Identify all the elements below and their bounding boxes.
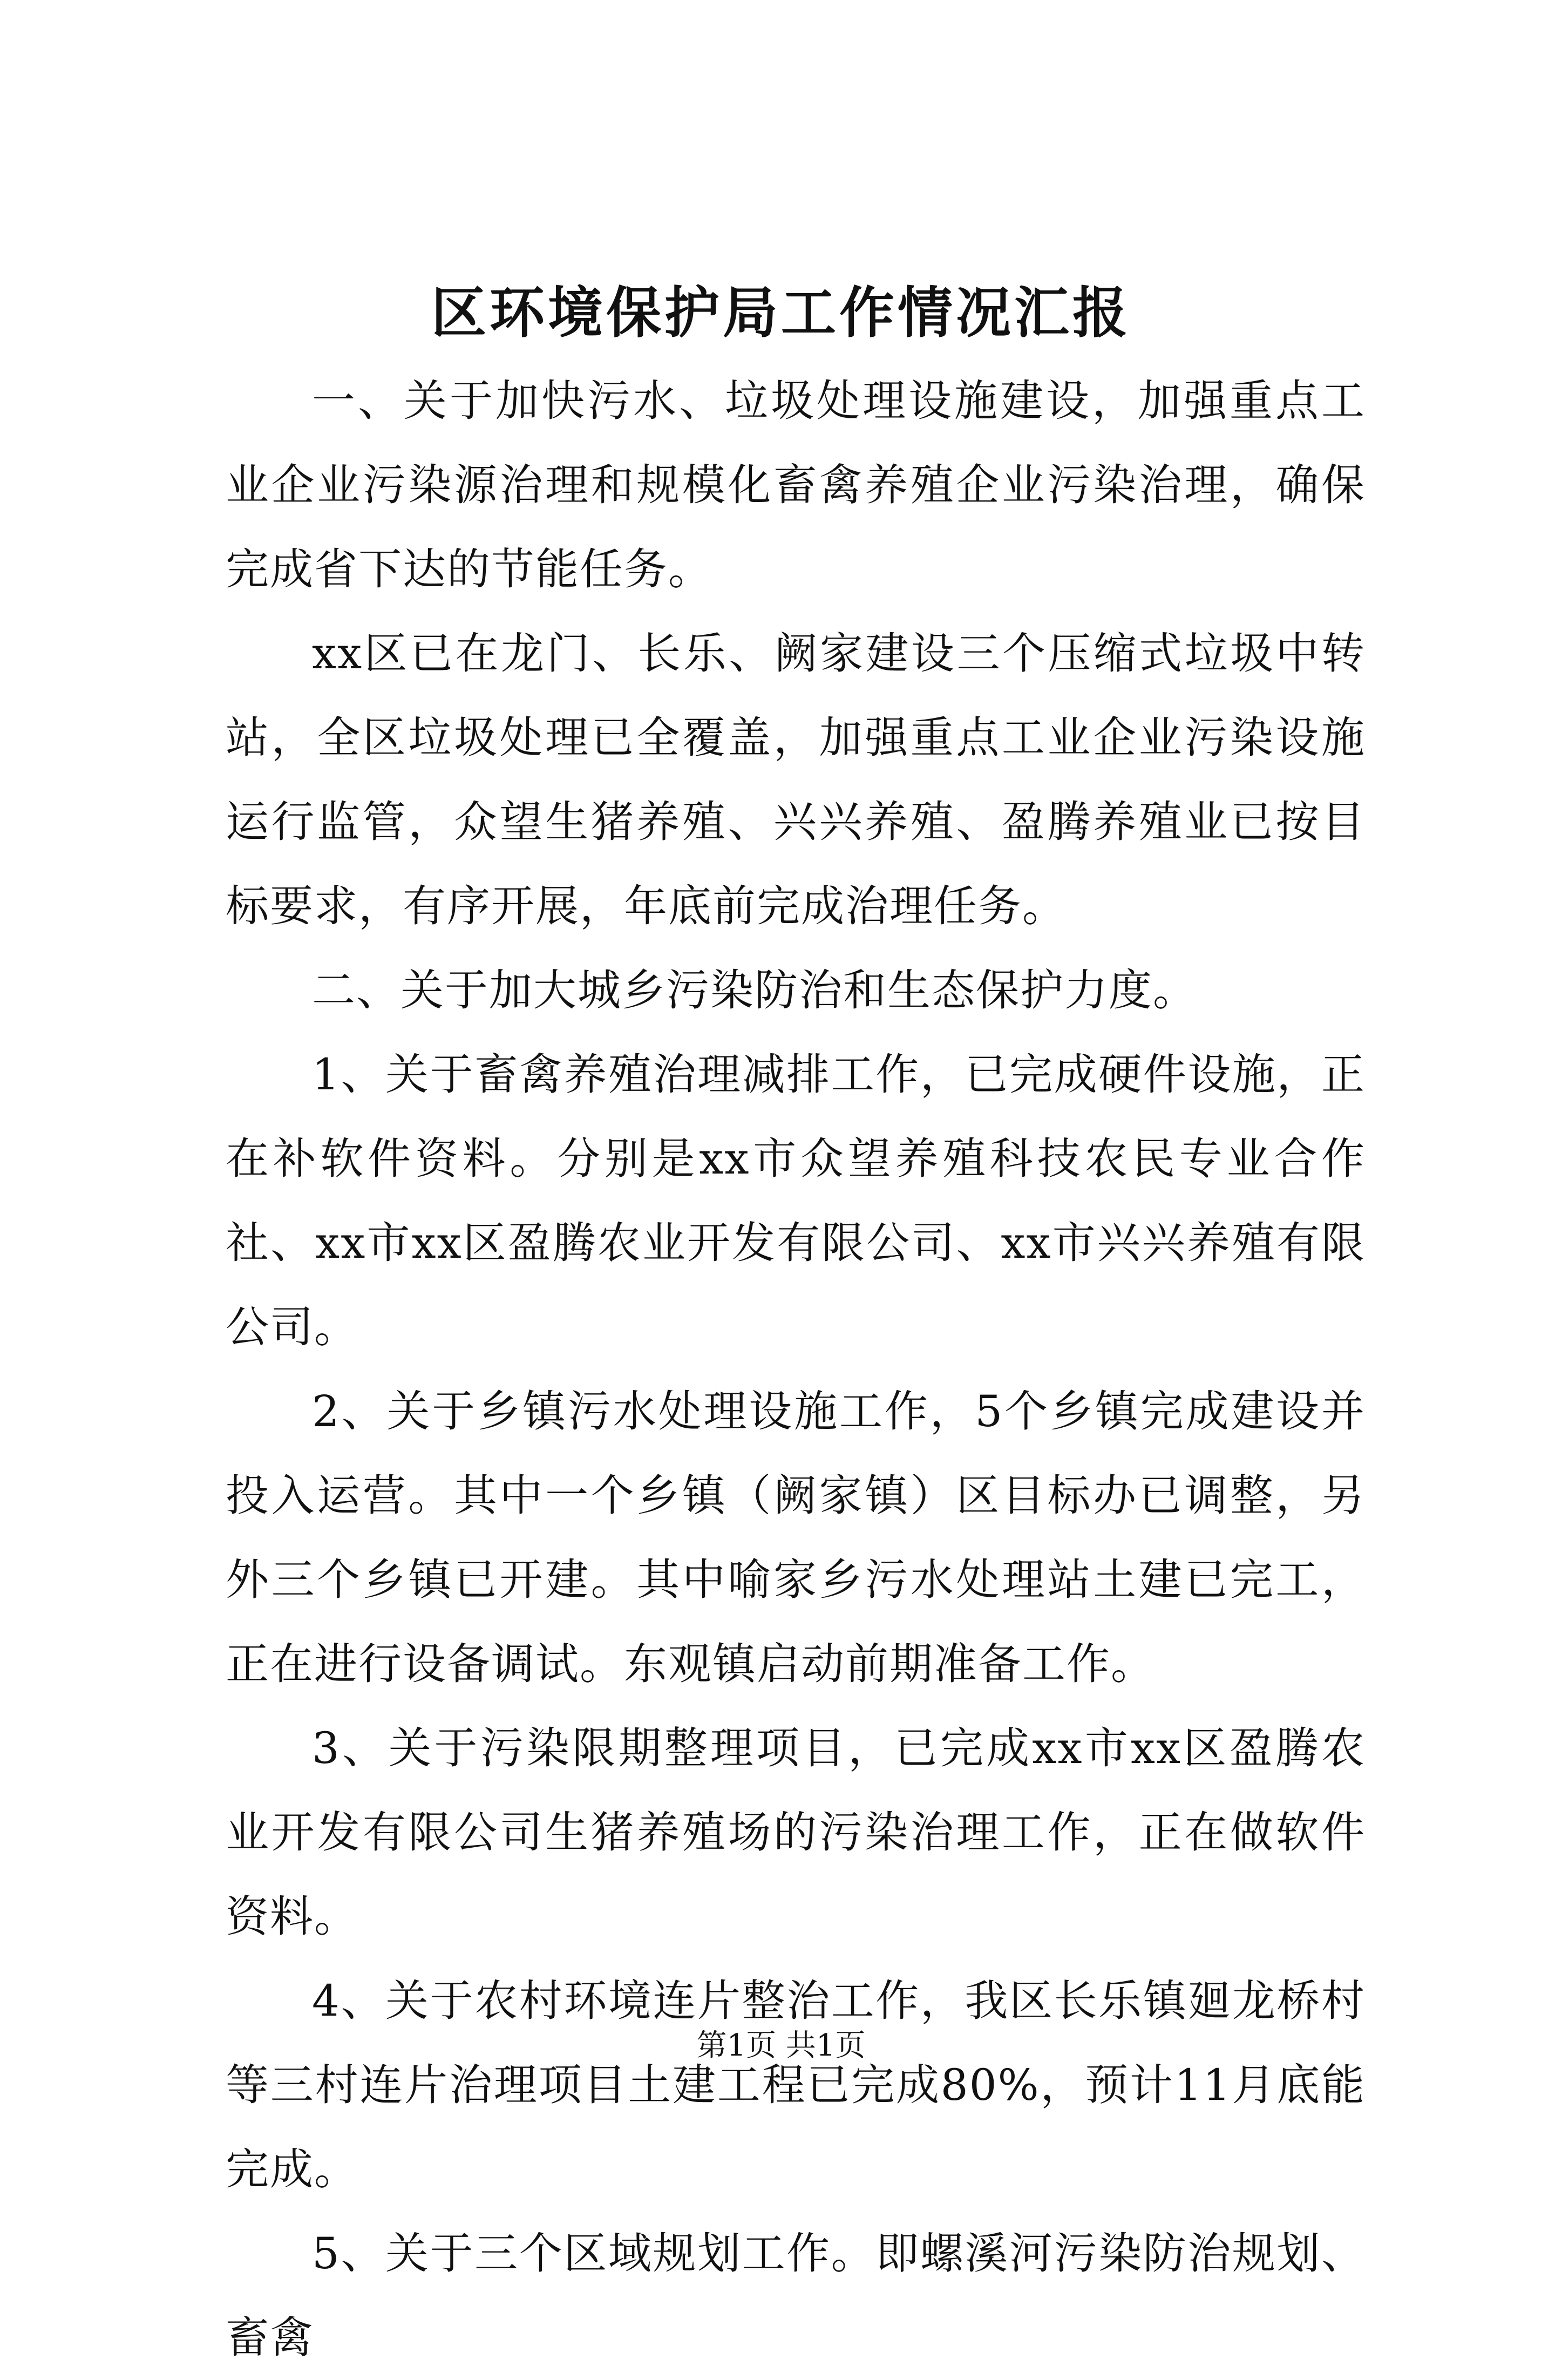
paragraph-1: 一、关于加快污水、垃圾处理设施建设，加强重点工业企业污染源治理和规模化畜禽养殖企业污染治理，确保完成省下达的节能任务。 [226,376,1366,594]
document-title: 区环境保护局工作情况汇报 [431,281,1131,345]
paragraph-4: 1、关于畜禽养殖治理减排工作，已完成硬件设施，正在补软件资料。分别是xx市众望养殖科技农民专业合作社、xx市xx区盈腾农业开发有限公司、xx市兴兴养殖有限公司。 [226,1049,1366,1352]
paragraph-5: 2、关于乡镇污水处理设施工作，5个乡镇完成建设并投入运营。其中一个乡镇（阙家镇）区目标办已调整，另外三个乡镇已开建。其中喻家乡污水处理站土建已完工，正在进行设备调试。东观镇启动前期准备工作。 [226,1386,1366,1689]
document-body [226,359,1366,2380]
paragraph-8: 5、关于三个区域规划工作。即螺溪河污染防治规划、畜禽 [226,2228,1366,2363]
paragraph-7: 4、关于农村环境连片整治工作，我区长乐镇廻龙桥村等三村连片治理项目土建工程已完成80%，预计11月底能完成。 [226,1976,1366,2194]
paragraph-6: 3、关于污染限期整理项目，已完成xx市xx区盈腾农业开发有限公司生猪养殖场的污染治理工作，正在做软件资料。 [226,1723,1366,1942]
paragraph-3: 二、关于加大城乡污染防治和生态保护力度。 [312,965,1197,1015]
paragraph-2: xx区已在龙门、长乐、阙家建设三个压缩式垃圾中转站，全区垃圾处理已全覆盖，加强重点工业企业污染设施运行监管，众望生猪养殖、兴兴养殖、盈腾养殖业已按目标要求，有序开展，年底前完成治理任务。 [226,628,1366,931]
page-footer: 第1页 共1页 [696,2028,866,2063]
